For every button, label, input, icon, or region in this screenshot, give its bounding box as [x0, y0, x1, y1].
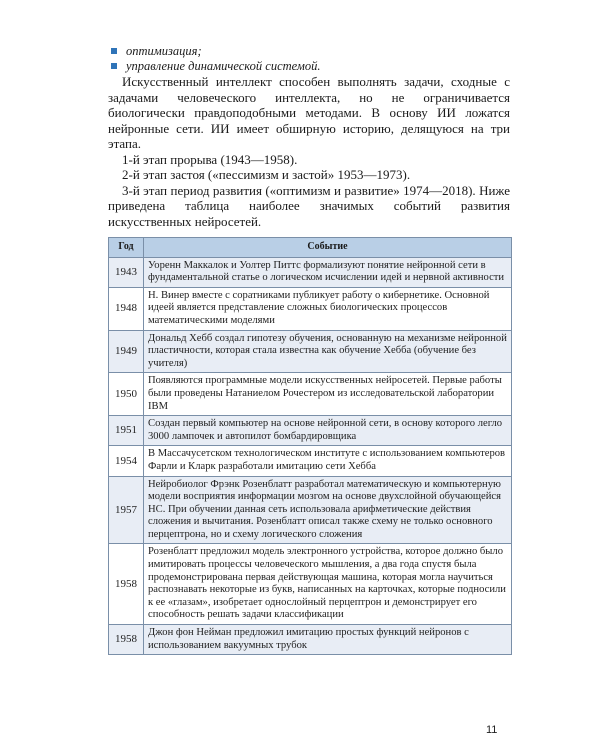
table-row: [109, 287, 512, 330]
row-year: 1958: [109, 625, 144, 655]
table-row: [109, 446, 512, 476]
row-year: 1943: [109, 257, 144, 287]
bullet-text: оптимизация;: [126, 44, 202, 58]
row-year: 1949: [109, 330, 144, 373]
year-column-header: Год: [109, 238, 144, 258]
table-row: [109, 544, 512, 625]
bullet-text: управление динамической системой.: [126, 59, 321, 73]
row-year: 1957: [109, 476, 144, 544]
row-year: 1958: [109, 544, 144, 625]
stage-1-paragraph: 1-й этап прорыва (1943—1958).: [122, 151, 298, 167]
event-column-header: Событие: [144, 238, 512, 258]
row-event: Нейробиолог Фрэнк Розенблатт разработал математическую и компьютерную модели восприятия информации мозгом на основе двухслойной обучающейся НС. При обучении данная сеть использовала арифметические действия сложения и вычитания. Розенблатт описал также схему не только основного перцептрона, но и схему логического сложения: [144, 476, 512, 544]
row-event: Джон фон Нейман предложил имитацию простых функций нейронов с использованием вакуумных трубок: [144, 625, 512, 655]
table-header-row: [109, 238, 512, 258]
table-row: [109, 330, 512, 373]
bullet-square-icon: [111, 48, 117, 54]
row-event: Уоренн Маккалок и Уолтер Питтс формализуют понятие нейронной сети в фундаментальной статье о логическом исчислении идей и нервной активности: [144, 257, 512, 287]
intro-paragraph: Искусственный интеллект способен выполнять задачи, сходные с задачами человеческого интеллекта, но не ограничивается биологически правдоподобными методами. В основу ИИ ложатся нейронные сети. ИИ имеет обширную историю, делящуюся на три этапа.: [108, 74, 510, 151]
row-event: Создан первый компьютер на основе нейронной сети, в основу которого легло 3000 лампочек и автопилот бомбардировщика: [144, 416, 512, 446]
row-event: Появляются программные модели искусственных нейросетей. Первые работы были проведены Натаниелом Рочестером из исследовательской лаборатории IBM: [144, 373, 512, 416]
page-body: [108, 44, 510, 655]
bullet-item: [108, 44, 510, 59]
bullet-item: [108, 59, 510, 74]
row-year: 1954: [109, 446, 144, 476]
events-table: [108, 237, 512, 655]
row-year: 1948: [109, 287, 144, 330]
row-year: 1950: [109, 373, 144, 416]
bullet-list: [108, 44, 510, 74]
table-row: [109, 416, 512, 446]
table-row: [109, 257, 512, 287]
table-row: [109, 373, 512, 416]
row-event: Дональд Хебб создал гипотезу обучения, основанную на механизме нейронной пластичности, которая стала известна как обучение Хебба (обучение без учителя): [144, 330, 512, 373]
row-event: Розенблатт предложил модель электронного устройства, которое должно было имитировать процессы человеческого мышления, а два года спустя была продемонстрирована первая действующая машина, которая могла научиться распознавать некоторые из букв, написанных на карточках, которые подносили к ее «глазам», изобретает однослойный перцептрон и демонстрирует его способность решать задачи классификации: [144, 544, 512, 625]
row-event: В Массачусетском технологическом институте с использованием компьютеров Фарли и Кларк разработали имитацию сети Хебба: [144, 446, 512, 476]
bullet-square-icon: [111, 63, 117, 69]
stage-2-paragraph: 2-й этап застоя («пессимизм и застой» 1953—1973).: [122, 167, 411, 182]
page-number: 11: [486, 724, 498, 736]
row-year: 1951: [109, 416, 144, 446]
stage-3-paragraph: 3-й этап период развития («оптимизм и развитие» 1974—2018). Ниже приведена таблица наиболее значимых событий развития искусственных нейросетей.: [108, 182, 510, 229]
table-row: [109, 476, 512, 544]
row-event: Н. Винер вместе с соратниками публикует работу о кибернетике. Основной идеей является представление сложных биологических процессов математическими моделями: [144, 287, 512, 330]
table-row: [109, 625, 512, 655]
